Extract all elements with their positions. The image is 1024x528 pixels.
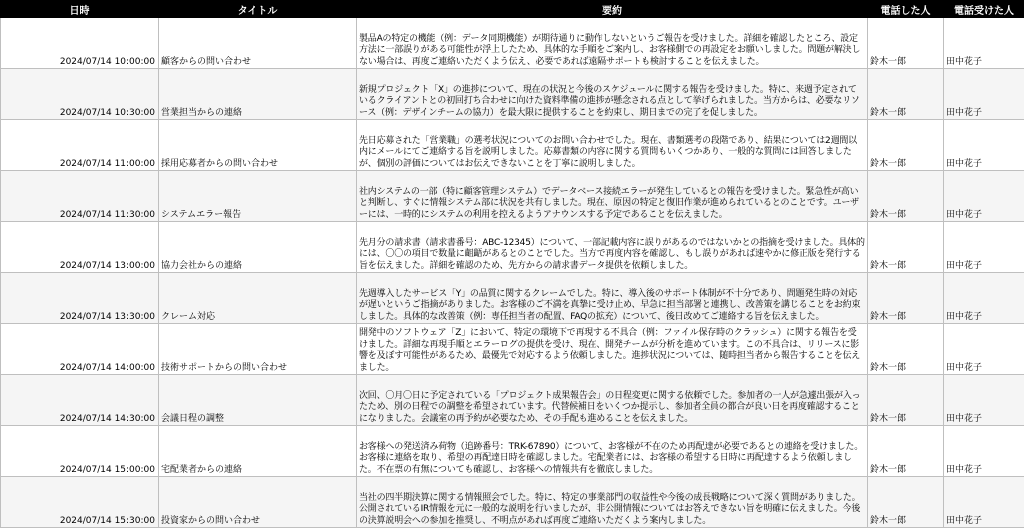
date-cell[interactable]: 2024/07/14 14:00:00 xyxy=(1,324,159,375)
title-cell[interactable]: 採用応募者からの問い合わせ xyxy=(159,120,357,171)
caller-cell[interactable]: 鈴木一郎 xyxy=(868,120,944,171)
date-cell[interactable]: 2024/07/14 10:00:00 xyxy=(1,18,159,69)
header-receiver[interactable]: 電話受けた人 xyxy=(944,1,1024,18)
caller-cell[interactable]: 鈴木一郎 xyxy=(868,18,944,69)
caller-cell[interactable]: 鈴木一郎 xyxy=(868,171,944,222)
date-cell[interactable]: 2024/07/14 11:00:00 xyxy=(1,120,159,171)
summary-cell[interactable]: 新規プロジェクト「X」の進捗について、現在の状況と今後のスケジュールに関する報告を受けました。特に、来週予定されているクライアントとの初回打ち合わせに向けた資料準備の進捗が懸念される点として挙げられました。当方からは、必要なリソース（例：デザインチームの協力）を最大限に提供することを約束し、期日までの完了を促しました。 xyxy=(357,69,868,120)
title-cell[interactable]: 宅配業者からの連絡 xyxy=(159,426,357,477)
table-row xyxy=(1,120,1024,171)
caller-cell[interactable]: 鈴木一郎 xyxy=(868,426,944,477)
table-row xyxy=(1,426,1024,477)
header-caller[interactable]: 電話した人 xyxy=(868,1,944,18)
receiver-cell[interactable]: 田中花子 xyxy=(944,324,1024,375)
date-cell[interactable]: 2024/07/14 13:30:00 xyxy=(1,273,159,324)
caller-cell[interactable]: 鈴木一郎 xyxy=(868,69,944,120)
summary-cell[interactable]: 社内システムの一部（特に顧客管理システム）でデータベース接続エラーが発生しているとの報告を受けました。緊急性が高いと判断し、すぐに情報システム部に状況を共有しました。現在、原因の特定と復旧作業が進められているとのことです。ユーザーには、一時的にシステムの利用を控えるようアナウンスする予定であることを伝えました。 xyxy=(357,171,868,222)
title-cell[interactable]: 協力会社からの連絡 xyxy=(159,222,357,273)
caller-cell[interactable]: 鈴木一郎 xyxy=(868,273,944,324)
receiver-cell[interactable]: 田中花子 xyxy=(944,171,1024,222)
title-cell[interactable]: 投資家からの問い合わせ xyxy=(159,477,357,528)
receiver-cell[interactable]: 田中花子 xyxy=(944,426,1024,477)
table-row xyxy=(1,324,1024,375)
title-cell[interactable]: システムエラー報告 xyxy=(159,171,357,222)
receiver-cell[interactable]: 田中花子 xyxy=(944,375,1024,426)
date-cell[interactable]: 2024/07/14 15:00:00 xyxy=(1,426,159,477)
date-cell[interactable]: 2024/07/14 11:30:00 xyxy=(1,171,159,222)
summary-cell[interactable]: 先週導入したサービス「Y」の品質に関するクレームでした。特に、導入後のサポート体制が不十分であり、問題発生時の対応が遅いというご指摘がありました。お客様のご不満を真摯に受け止め、早急に担当部署と連携し、改善策を講じることをお約束しました。具体的な改善策（例：専任担当者の配置、FAQの拡充）について、後日改めてご連絡する旨を伝えました。 xyxy=(357,273,868,324)
date-cell[interactable]: 2024/07/14 13:00:00 xyxy=(1,222,159,273)
summary-cell[interactable]: 開発中のソフトウェア「Z」において、特定の環境下で再現する不具合（例：ファイル保存時のクラッシュ）に関する報告を受けました。詳細な再現手順とエラーログの提供を受け、現在、開発チームが分析を進めています。この不具合は、リリースに影響を及ぼす可能性があるため、最優先で対応するよう依頼しました。進捗状況については、随時担当者から報告することを伝えました。 xyxy=(357,324,868,375)
date-cell[interactable]: 2024/07/14 14:30:00 xyxy=(1,375,159,426)
receiver-cell[interactable]: 田中花子 xyxy=(944,120,1024,171)
caller-cell[interactable]: 鈴木一郎 xyxy=(868,324,944,375)
header-summary[interactable]: 要約 xyxy=(357,1,868,18)
caller-cell[interactable]: 鈴木一郎 xyxy=(868,477,944,528)
receiver-cell[interactable]: 田中花子 xyxy=(944,222,1024,273)
title-cell[interactable]: 技術サポートからの問い合わせ xyxy=(159,324,357,375)
title-cell[interactable]: 営業担当からの連絡 xyxy=(159,69,357,120)
summary-cell[interactable]: 先日応募された「営業職」の選考状況についてのお問い合わせでした。現在、書類選考の段階であり、結果については2週間以内にメールにてご連絡する旨を説明しました。応募書類の内容に関する質問もいくつかあり、一般的な質問には回答しましたが、個別の評価についてはお伝えできないことを丁寧に説明しました。 xyxy=(357,120,868,171)
table-row xyxy=(1,171,1024,222)
receiver-cell[interactable]: 田中花子 xyxy=(944,18,1024,69)
header-date[interactable]: 日時 xyxy=(1,1,159,18)
receiver-cell[interactable]: 田中花子 xyxy=(944,273,1024,324)
summary-cell[interactable]: お客様への発送済み荷物（追跡番号：TRK-67890）について、お客様が不在のため再配達が必要であるとの連絡を受けました。お客様に連絡を取り、希望の再配達日時を確認しました。宅配業者には、お客様の希望する日時に再配達するよう依頼しました。不在票の有無についても確認し、お客様への情報共有を徹底しました。 xyxy=(357,426,868,477)
caller-cell[interactable]: 鈴木一郎 xyxy=(868,222,944,273)
title-cell[interactable]: 会議日程の調整 xyxy=(159,375,357,426)
title-cell[interactable]: 顧客からの問い合わせ xyxy=(159,18,357,69)
table-row xyxy=(1,69,1024,120)
date-cell[interactable]: 2024/07/14 10:30:00 xyxy=(1,69,159,120)
summary-cell[interactable]: 製品Aの特定の機能（例：データ同期機能）が期待通りに動作しないというご報告を受けました。詳細を確認したところ、設定方法に一部誤りがある可能性が浮上したため、具体的な手順をご案内し、お客様側での再設定をお願いしました。問題が解決しない場合は、再度ご連絡いただくよう伝え、必要であれば遠隔サポートも検討することを伝えました。 xyxy=(357,18,868,69)
receiver-cell[interactable]: 田中花子 xyxy=(944,69,1024,120)
date-cell[interactable]: 2024/07/14 15:30:00 xyxy=(1,477,159,528)
table-row xyxy=(1,222,1024,273)
title-cell[interactable]: クレーム対応 xyxy=(159,273,357,324)
summary-cell[interactable]: 当社の四半期決算に関する情報照会でした。特に、特定の事業部門の収益性や今後の成長戦略について深く質問がありました。公開されているIR情報を元に一般的な説明を行いましたが、非公開情報についてはお答えできない旨を明確に伝えました。今後の決算説明会への参加を推奨し、不明点があれば再度ご連絡いただくよう案内しました。 xyxy=(357,477,868,528)
table-row xyxy=(1,18,1024,69)
table-row xyxy=(1,273,1024,324)
receiver-cell[interactable]: 田中花子 xyxy=(944,477,1024,528)
table-row xyxy=(1,375,1024,426)
header-row xyxy=(1,1,1024,18)
header-title[interactable]: タイトル xyxy=(159,1,357,18)
summary-cell[interactable]: 先月分の請求書（請求書番号：ABC-12345）について、一部記載内容に誤りがあるのではないかとの指摘を受けました。具体的には、〇〇の項目で数量に齟齬があるとのことでした。当方で再度内容を確認し、もし誤りがあれば速やかに修正版を発行する旨を伝えました。詳細を確認のため、先方からの請求書データ提供を依頼しました。 xyxy=(357,222,868,273)
table-row xyxy=(1,477,1024,528)
caller-cell[interactable]: 鈴木一郎 xyxy=(868,375,944,426)
summary-cell[interactable]: 次回、〇月〇日に予定されている「プロジェクト成果報告会」の日程変更に関する依頼でした。参加者の一人が急遽出張が入ったため、別の日程での調整を希望されています。代替候補日をいくつか提示し、参加者全員の都合が良い日を再度確認することになりました。会議室の再予約が必要なため、その手配も進めることを伝えました。 xyxy=(357,375,868,426)
